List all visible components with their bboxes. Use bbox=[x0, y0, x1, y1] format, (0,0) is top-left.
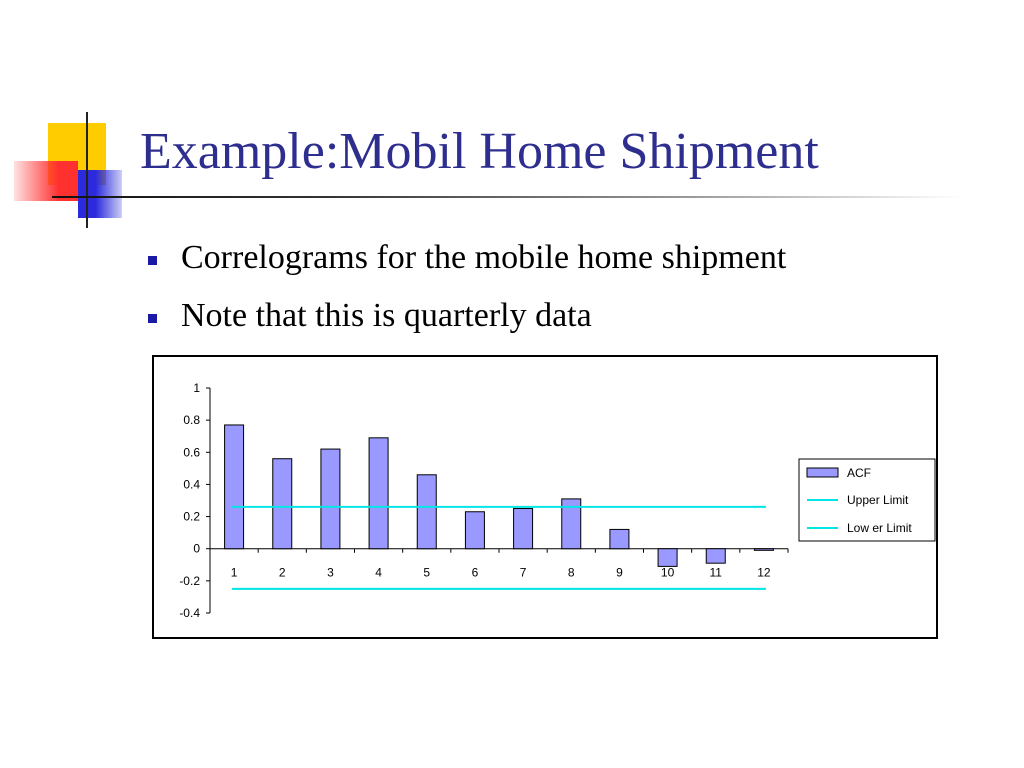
logo-vertical-line bbox=[86, 112, 88, 228]
legend-label-acf: ACF bbox=[847, 466, 871, 480]
y-tick-label: 0.4 bbox=[183, 477, 200, 492]
x-tick-label: 7 bbox=[519, 565, 527, 580]
title-underline bbox=[52, 196, 962, 198]
acf-bar bbox=[225, 425, 244, 549]
logo-blue-square bbox=[78, 170, 122, 218]
acf-bar bbox=[658, 549, 677, 567]
x-tick-label: 4 bbox=[375, 565, 382, 580]
acf-bar bbox=[417, 475, 436, 549]
x-tick-label: 3 bbox=[327, 565, 334, 580]
logo-red-bar bbox=[14, 161, 78, 201]
x-tick-label: 1 bbox=[230, 565, 238, 580]
x-tick-label: 5 bbox=[423, 565, 431, 580]
legend-swatch-acf bbox=[807, 468, 838, 477]
acf-chart bbox=[154, 357, 936, 637]
x-tick-label: 9 bbox=[616, 565, 623, 580]
bullet-item bbox=[148, 294, 786, 352]
bullet-square-icon bbox=[148, 256, 157, 265]
bullet-list bbox=[148, 236, 786, 352]
slide-title: Example:Mobil Home Shipment bbox=[140, 123, 819, 180]
chart-frame bbox=[152, 355, 938, 639]
x-tick-label: 2 bbox=[278, 565, 286, 580]
acf-bar bbox=[610, 529, 629, 548]
y-tick-label: 1 bbox=[193, 381, 200, 395]
x-tick-label: 12 bbox=[757, 565, 771, 580]
bullet-square-icon bbox=[148, 314, 157, 323]
y-tick-label: 0.8 bbox=[183, 413, 200, 428]
acf-bar bbox=[514, 509, 533, 549]
x-tick-label: 11 bbox=[709, 565, 722, 580]
bullet-item bbox=[148, 236, 786, 294]
bullet-text: Note that this is quarterly data bbox=[181, 297, 592, 334]
y-tick-label: 0.6 bbox=[183, 445, 200, 460]
acf-bar bbox=[706, 549, 725, 563]
acf-bar bbox=[754, 549, 773, 551]
x-tick-label: 6 bbox=[471, 565, 479, 580]
y-tick-label: 0 bbox=[193, 541, 200, 556]
x-tick-label: 10 bbox=[660, 565, 675, 580]
legend-label-lower-limit: Low er Limit bbox=[847, 521, 912, 535]
x-tick-label: 8 bbox=[567, 565, 575, 580]
y-tick-label: -0.4 bbox=[179, 606, 200, 620]
y-tick-label: 0.2 bbox=[183, 509, 200, 524]
acf-bar bbox=[273, 459, 292, 549]
acf-bar bbox=[321, 449, 340, 549]
legend-label-upper-limit: Upper Limit bbox=[847, 493, 909, 507]
bullet-text: Correlograms for the mobile home shipment bbox=[181, 239, 787, 276]
acf-bar bbox=[369, 438, 388, 549]
y-tick-label: -0.2 bbox=[179, 573, 200, 588]
acf-bar bbox=[465, 512, 484, 549]
